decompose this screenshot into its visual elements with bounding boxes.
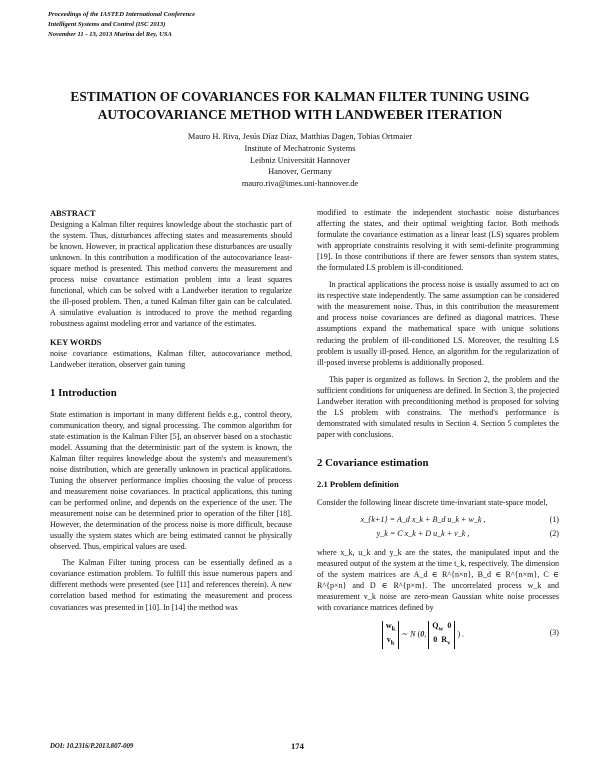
author-names: Mauro H. Riva, Jesús Díaz Díaz, Matthias Dagen, Tobias Ortmaier [187, 132, 413, 141]
intro-paragraph-1: State estimation is important in many different fields e.g., control theory, communication theory, and signal processing. The common algorithm for state estimation is the Kalman Filter [5], an observer based on a stochastic model. Assuming that the deterministic part of the system is known, the Kalman filter requires knowledge about the system's and measurement's noise distribution, which are generally unknown in practical applications. Tuning the observer performance implies choosing the value of process and measurement noise covariances. In practical applications, this tuning can be performed online, and depends on the experience of the user. The measurement noise can be determined prior to operation of the filter [18]. However, the determination of the process noise is more difficult, because usually the system states which are being estimated cannot be physically observed. Thus, empirical values are used. [50, 409, 292, 552]
keywords-heading: KEY WORDS [50, 337, 102, 347]
equation-1-number: (1) [549, 515, 559, 525]
author-institute: Institute of Mechatronic Systems [244, 143, 356, 153]
equation-2-number: (2) [549, 529, 559, 539]
keywords-text: noise covariance estimations, Kalman filter, autocovariance method, Landweber iteration, observer gain tuning [50, 348, 292, 369]
right-paragraph-2: In practical applications the process noise is usually assumed to act on its respective state independently. The same assumption can be considered with the measurement noise. Thus, in this contribution the measurement and process noise covariances are defined as diagonal matrices. These assumptions expand the mathematical space with unique solutions reducing the problem of ill-conditioned LS. Moreover, the resulting LS problem is usually ill-posed. Hence, an algorithm for the regularization of ill-posed inverse problems is additionally proposed. [317, 280, 559, 367]
model-intro: Consider the following linear discrete time-invariant state-space model, [317, 498, 548, 508]
noise-vector: $w_k$ $v_k$ [382, 621, 400, 648]
author-university: Leibniz Universität Hannover [249, 155, 350, 165]
proceedings-header [48, 10, 195, 40]
equation-2-body: y_k = C x_k + D u_k + v_k , [376, 529, 470, 539]
intro-paragraph-2: The Kalman Filter tuning process can be essentially defined as a covariance estimation problem. To fulfill this issue numerous papers and different methods were presented (see [11] and references therein). A new correlation based method for estimating the measurement and process covariances was presented in [10]. In [14] the method was [50, 558, 292, 612]
header-line-2: Intelligent Systems and Control (ISC 2013) [48, 21, 166, 28]
right-paragraph-1: modified to estimate the independent stochastic noise disturbances affecting the states, and their optimal weighting factor. Both methods formulate the covariance estimation as a linear least (LS) squares problem with appropriate constraints resolving it with semi-definite programming [19]. In those contributions if there are fewer sensors than system states, the formulated LS problem is ill-conditioned. [317, 208, 559, 273]
title-line-2: AUTOCOVARIANCE METHOD WITH LANDWEBER ITERATION [97, 107, 503, 122]
abstract-heading: ABSTRACT [50, 209, 96, 218]
equation-3-number: (3) [549, 628, 559, 638]
covariance-matrix: $Q_w$ 0 0 $R_v$ [428, 621, 455, 648]
title-line-1: ESTIMATION OF COVARIANCES FOR KALMAN FILTER TUNING USING [70, 89, 530, 104]
header-line-3: November 11 - 13, 2013 Marina del Rey, USA [48, 31, 172, 38]
author-city: Hanover, Germany [268, 167, 332, 177]
header-line-1: Proceedings of the IASTED International Conference [48, 11, 196, 18]
section-2-heading: 2 Covariance estimation [317, 456, 429, 469]
abstract-text: Designing a Kalman filter requires knowledge about the stochastic part of the system. Thus, disturbances affecting states and measurements should be known. However, in practical application these disturbances are usually unknown. In this contribution a modification of the autocovariance least-square method is presented. This method converts the measurement and process noise covariance estimation problem into a least squares functional, which can be solved with a Landweber iteration to regularize the ill-posed problem. Then, a tuned Kalman filter gain can be calculated. A simulative evaluation is introduced to prove the method regarding robustness against modeling error and variance of the estimates. [50, 220, 292, 329]
equation-1-body: x_{k+1} = A_d x_k + B_d u_k + w_k , [360, 515, 486, 525]
author-email[interactable]: mauro.riva@imes.uni-hannover.de [241, 179, 359, 189]
right-column [317, 207, 559, 647]
right-paragraph-3: This paper is organized as follows. In Section 2, the problem and the sufficient conditions for uniqueness are defined. In Section 3, the projected Landweber iteration with preconditioning method is proposed for solving the LS problem with constrains. The method's performance is demonstrated with simulated results in Section 4. Section 5 completes the paper with conclusions. [317, 374, 559, 439]
doi-footer: DOI: 10.2316/P.2013.807-009 [50, 743, 134, 750]
author-block [100, 131, 500, 190]
left-column [50, 208, 292, 613]
model-description: where x_k, u_k and y_k are the states, the manipulated input and the measured output of the system at the time t_k, respectively. The dimension of the system matrices are A_d ∈ R^{n×n}, B_d ∈ R^{n×m}, C ∈ R^{p×n} and D ∈ R^{p×m}. The uncorrelated process w_k and measurement v_k noise are zero-mean Gaussian white noise processes with covariance matrices defined by [317, 548, 559, 613]
equation-3 [317, 619, 559, 647]
equation-1 [317, 514, 559, 528]
equation-2 [317, 528, 559, 542]
paper-title [40, 88, 560, 124]
equation-3-body: $w_k$ $v_k$ ∼ N (0, $Q_w$ 0 0 $R_v$ ) . [317, 621, 529, 648]
subsection-2-1-heading: 2.1 Problem definition [317, 478, 399, 489]
page-number: 174 [291, 741, 304, 751]
section-1-heading: 1 Introduction [50, 386, 117, 399]
